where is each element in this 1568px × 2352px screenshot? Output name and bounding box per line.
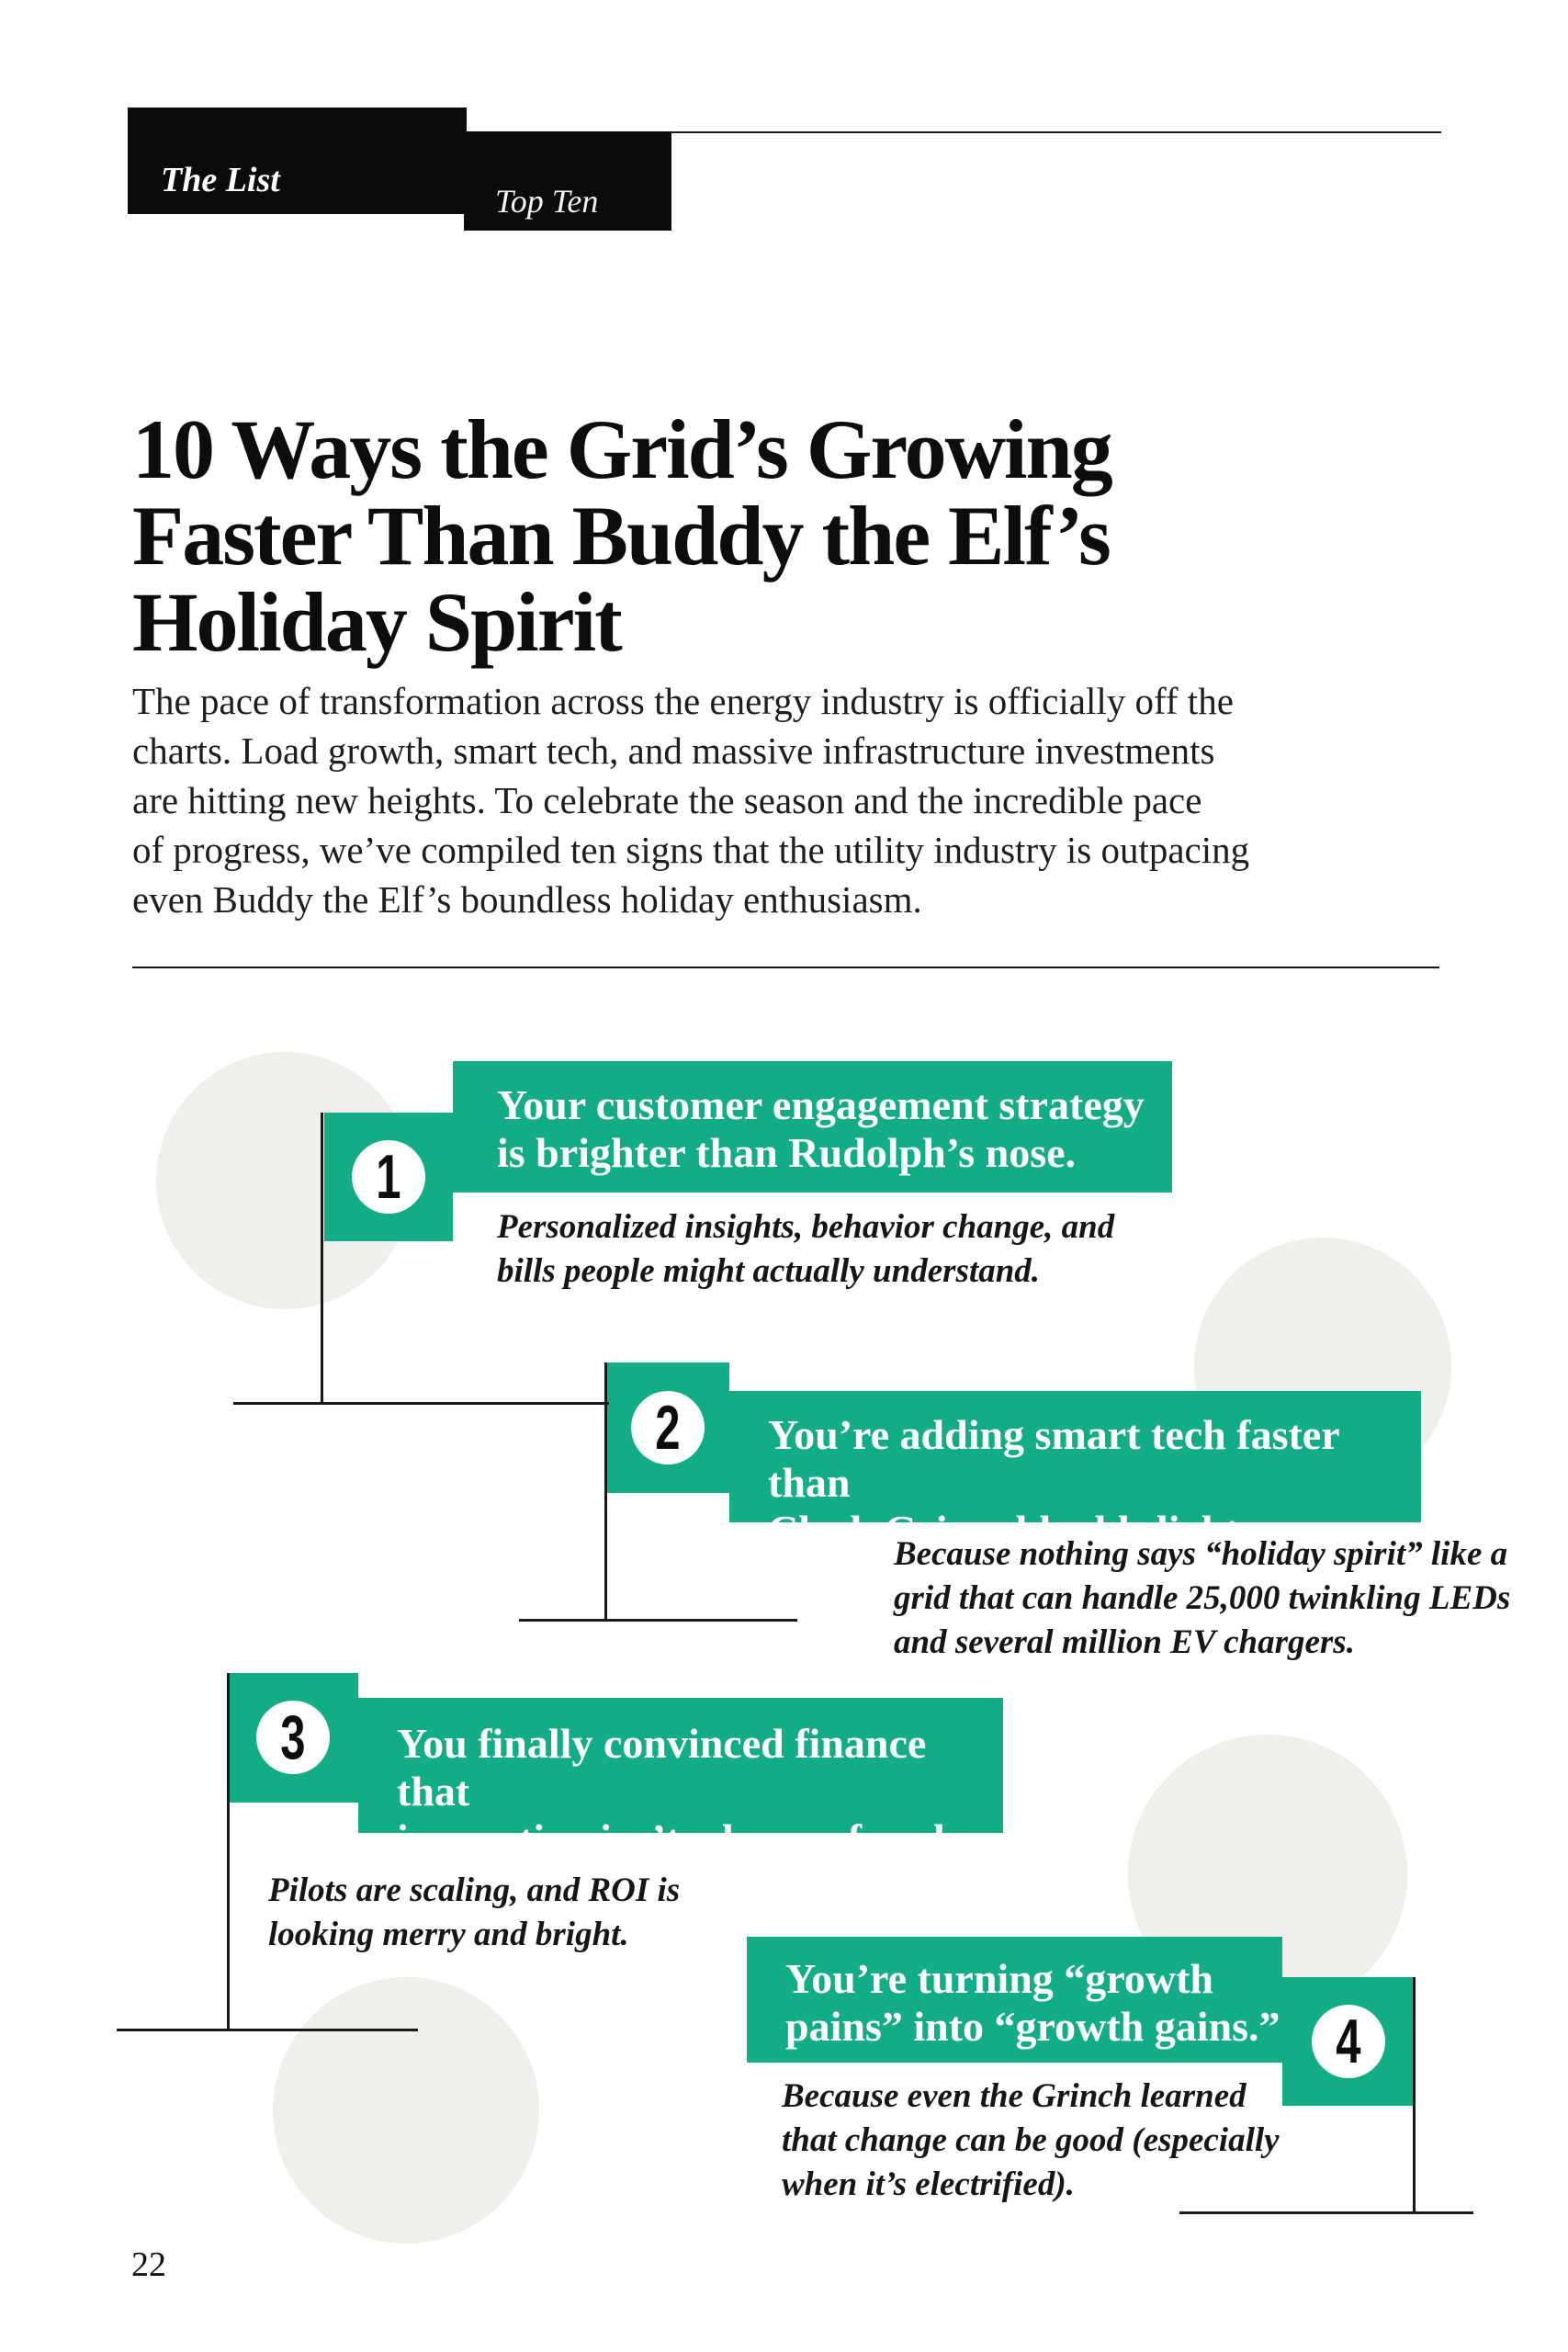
flag-base-line [1179,2211,1473,2214]
background-circle [273,1977,539,2244]
headline-box [453,1061,1172,1193]
title-line: Holiday Spirit [132,575,621,669]
section-kicker-box [128,107,467,214]
item-caption: Because nothing says “holiday spirit” like a grid that can handle 25,000 twinkling LEDs and several million EV chargers. [894,1535,1511,1661]
headline-box [747,1937,1282,2063]
header-rule-line [671,131,1441,133]
page-number: 22 [131,2245,166,2284]
number-circle [256,1701,330,1774]
section-kicker: The List [161,161,280,199]
flag-pole-line [604,1363,607,1621]
number-circle [1312,2005,1385,2078]
flag-base-line [233,1402,609,1405]
item-headline: You finally convinced finance that innovation isn’t a lump of coal. [397,1720,956,1862]
flag-base-line [117,2029,418,2031]
section-category-box [464,131,671,231]
section-category: Top Ten [495,183,599,220]
intro-paragraph: The pace of transformation across the energy industry is officially off the charts. Load growth, smart tech, and massive infrastructure investments are hitting new heights. To celebrate the season and the incredible pace of progress, we’ve compiled ten signs that the utility industry is outpacing even Buddy the Elf’s boundless holiday enthusiasm. [132,680,1250,921]
flag-pole-line [227,1673,230,2030]
number-circle [631,1391,705,1464]
section-divider-line [132,967,1439,968]
item-number: 3 [280,1702,306,1772]
number-circle [352,1140,425,1214]
item-number: 4 [1336,2007,1361,2076]
item-headline: Your customer engagement strategy is brighter than Rudolph’s nose. [497,1081,1145,1176]
item-caption: Pilots are scaling, and ROI is looking merry and bright. [268,1871,681,1953]
headline-box [729,1391,1421,1554]
item-headline: You’re turning “growth pains” into “growth gains.” [785,1955,1280,2050]
item-headline: You’re adding smart tech faster than Clark Griswold adds lights. [768,1411,1339,1554]
item-number: 1 [376,1142,401,1212]
page-title [132,402,1111,669]
item-number: 2 [655,1393,681,1463]
title-line: Faster Than Buddy the Elf’s [132,489,1110,582]
flag-pole-line [321,1113,323,1405]
item-caption: Personalized insights, behavior change, and bills people might actually understand. [497,1208,1115,1290]
title-line: 10 Ways the Grid’s Growing [132,402,1111,496]
item-caption: Because even the Grinch learned that change can be good (especially when it’s electrified). [782,2077,1280,2203]
flag-base-line [519,1619,797,1622]
headline-box [358,1698,1003,1862]
flag-pole-line [1413,1977,1416,2213]
